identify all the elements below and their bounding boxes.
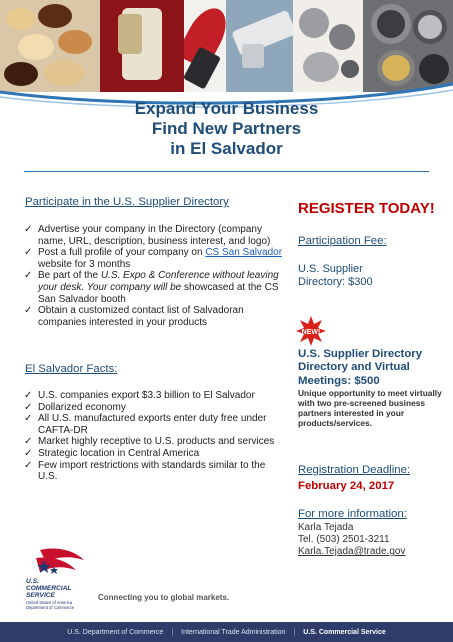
footer-ita: International Trade Administration	[181, 628, 286, 636]
virtual-line1: U.S. Supplier Directory	[298, 348, 423, 360]
cs-san-salvador-link[interactable]: CS San Salvador	[205, 247, 283, 259]
contact-block	[298, 522, 448, 558]
check-icon: ✓	[24, 401, 33, 413]
footer-separator: |	[171, 628, 174, 636]
fee-line2: Directory: $300	[298, 276, 373, 288]
list-item: ✓ U.S. companies export $3.3 billion to El Salvador	[24, 390, 255, 401]
headline	[0, 99, 453, 159]
headline-line3: in El Salvador	[170, 139, 283, 158]
list-item: ✓ Market highly receptive to U.S. products and services	[24, 436, 275, 448]
fee-block	[298, 263, 448, 289]
footer-commercial-service: U.S. Commercial Service	[303, 628, 386, 636]
check-icon: ✓	[24, 447, 33, 459]
virtual-meetings-block	[298, 348, 448, 428]
logo-wordmark: U.S. COMMERCIAL SERVICE	[26, 578, 72, 599]
registration-deadline-title: Registration Deadline:	[298, 464, 411, 476]
check-icon: ✓	[24, 247, 33, 259]
check-icon: ✓	[24, 459, 33, 471]
headline-line1: Expand Your Business	[134, 99, 319, 118]
facts-list	[24, 390, 284, 483]
register-today-heading: REGISTER TODAY!	[298, 200, 435, 217]
virtual-line2: Directory and Virtual	[298, 361, 410, 374]
tagline: Connecting you to global markets.	[98, 593, 230, 602]
divider-top	[24, 171, 429, 172]
list-item: ✓ Post a full profile of your company on CS San Salvador website for 3 months	[24, 247, 283, 270]
registration-deadline-date: February 24, 2017	[298, 480, 395, 492]
logo-subtext: United States of America Department of Commerce	[26, 600, 75, 610]
contact-email-link[interactable]: Karla.Tejada@trade.gov	[298, 546, 406, 557]
list-item: ✓ Dollarized economy	[24, 401, 126, 413]
check-icon: ✓	[24, 270, 33, 282]
footer-commerce: U.S. Department of Commerce	[67, 628, 164, 636]
directory-section-title: Participate in the U.S. Supplier Directory	[25, 196, 229, 208]
list-item: ✓ Advertise your company in the Directory (company name, URL, description, business interest, and logo)	[24, 224, 271, 247]
list-item: ✓ Few import restrictions with standards similar to the U.S.	[24, 459, 266, 483]
more-info-title: For more information:	[298, 508, 407, 520]
check-icon: ✓	[24, 436, 33, 448]
facts-section-title: El Salvador Facts:	[25, 363, 118, 375]
footer-bar	[0, 622, 453, 642]
contact-phone: Tel. (503) 2501-3211	[298, 534, 390, 545]
list-item: ✓ All U.S. manufactured exports enter duty free under CAFTA-DR	[24, 413, 267, 436]
directory-list	[24, 224, 284, 328]
check-icon: ✓	[24, 224, 33, 235]
footer-separator: |	[293, 628, 296, 636]
check-icon: ✓	[24, 413, 33, 425]
check-icon: ✓	[24, 305, 33, 317]
list-item: ✓ Obtain a customized contact list of Salvadoran companies interested in your products	[24, 305, 244, 328]
headline-line2: Find New Partners	[151, 119, 302, 138]
list-item: ✓ Be part of the U.S. Expo & Conference without leaving your desk. Your company will be showcased at the CS San Salvador booth	[24, 270, 279, 305]
new-badge-text: NEW!	[301, 329, 321, 336]
fee-line1: U.S. Supplier	[298, 263, 363, 275]
virtual-line3: Meetings: $500	[298, 374, 380, 387]
contact-name: Karla Tejada	[298, 522, 354, 533]
participation-fee-title: Participation Fee:	[298, 235, 387, 247]
new-starburst-icon	[296, 316, 326, 346]
virtual-description: Unique opportunity to meet virtually with two pre-screened business partners interested in your products/services.	[298, 388, 442, 428]
check-icon: ✓	[24, 390, 33, 401]
list-item: ✓ Strategic location in Central America	[24, 447, 200, 459]
